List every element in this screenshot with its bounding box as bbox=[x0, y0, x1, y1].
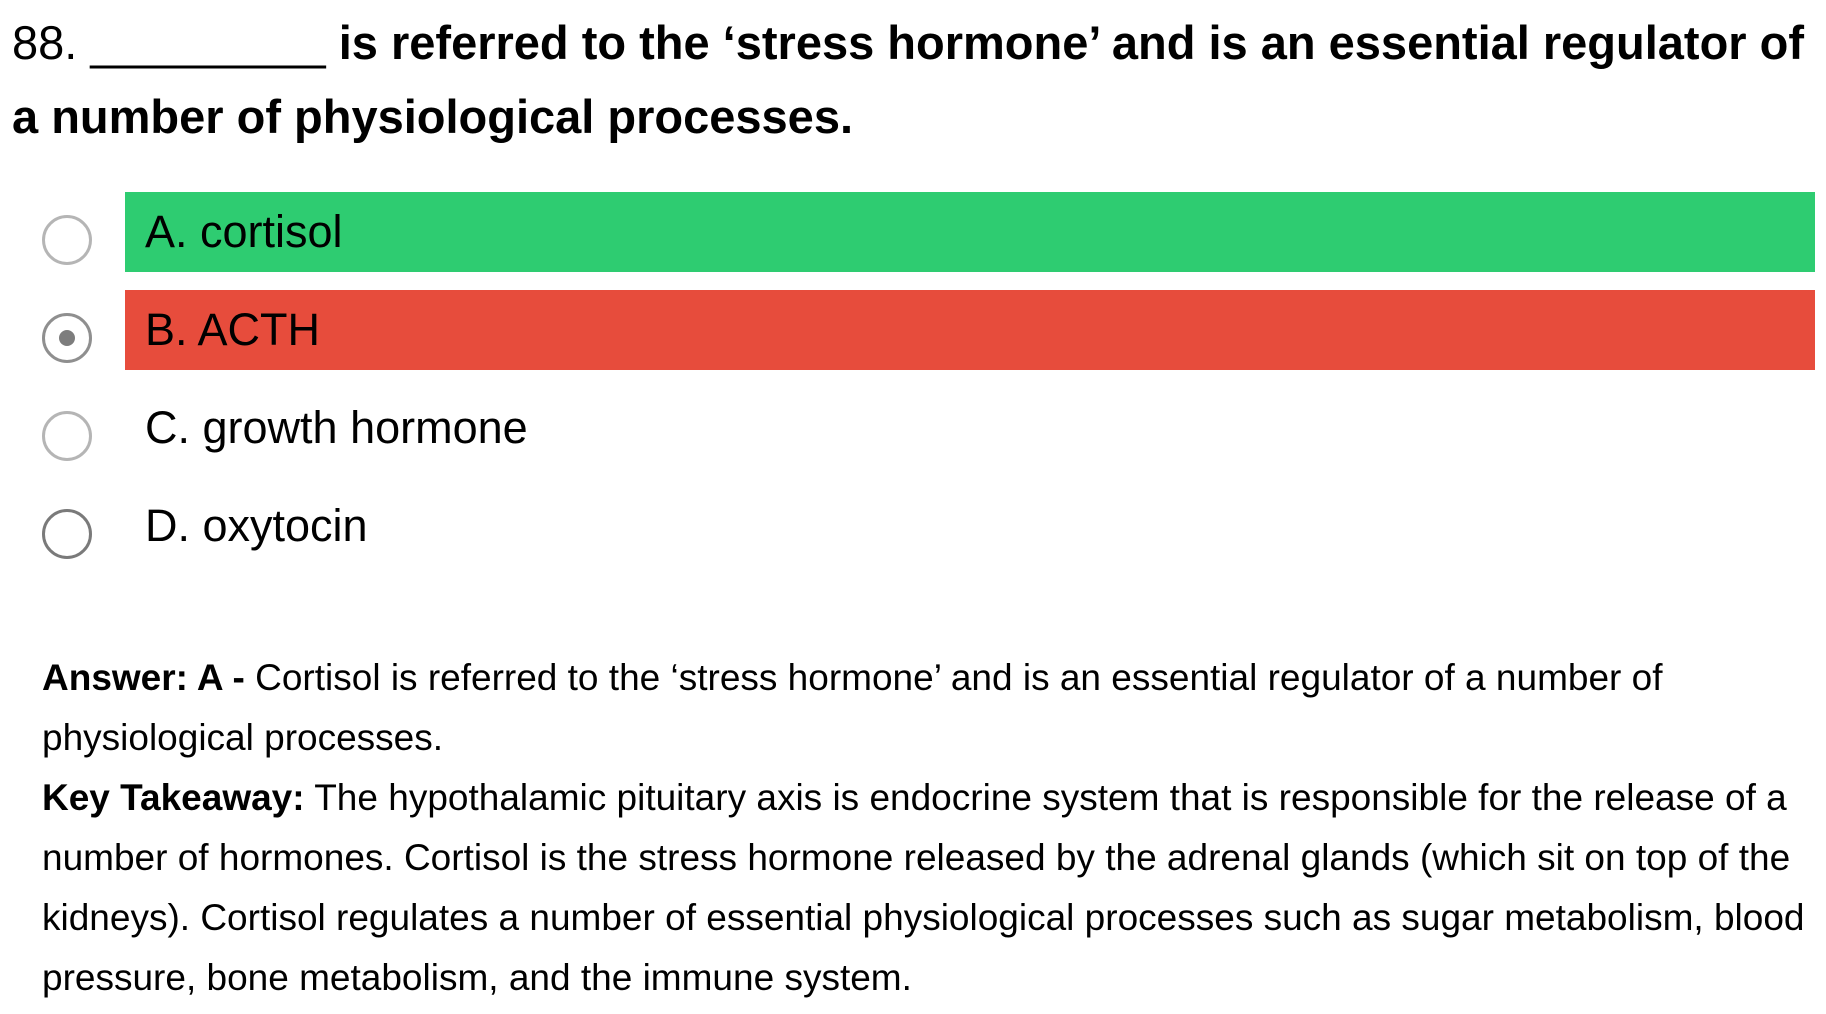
option-b-label[interactable]: B. ACTH bbox=[125, 290, 1815, 370]
question bbox=[12, 6, 1812, 154]
question-number: 88. bbox=[12, 16, 78, 69]
answer-paragraph bbox=[42, 648, 1822, 768]
explanation bbox=[42, 648, 1822, 1008]
answer-options bbox=[0, 192, 1826, 584]
takeaway-label: Key Takeaway: bbox=[42, 777, 305, 818]
radio-option-a[interactable] bbox=[42, 215, 92, 265]
option-a[interactable] bbox=[0, 192, 1826, 290]
option-d-label[interactable]: D. oxytocin bbox=[145, 500, 368, 551]
question-text: is referred to the ‘stress hormone’ and is an essential regulator of a number of physiological processes. bbox=[12, 16, 1804, 143]
radio-option-b[interactable] bbox=[42, 313, 92, 363]
option-c[interactable] bbox=[0, 388, 1826, 486]
option-a-label[interactable]: A. cortisol bbox=[125, 192, 1815, 272]
option-c-label[interactable]: C. growth hormone bbox=[145, 402, 528, 453]
answer-label: Answer: A - bbox=[42, 657, 245, 698]
takeaway-paragraph bbox=[42, 768, 1822, 1008]
takeaway-text: The hypothalamic pituitary axis is endocrine system that is responsible for the release of a number of hormones. Cortisol is the stress hormone released by the adrenal glands (which sit on top of the kidneys). Cortisol regulates a number of essential physiological processes such as sugar metabolism, blood pressure, bone metabolism, and the immune system. bbox=[42, 777, 1805, 998]
radio-option-d[interactable] bbox=[42, 509, 92, 559]
radio-selected-dot bbox=[59, 330, 75, 346]
answer-text: Cortisol is referred to the ‘stress hormone’ and is an essential regulator of a number of physiological processes. bbox=[42, 657, 1663, 758]
option-b[interactable] bbox=[0, 290, 1826, 388]
option-d[interactable] bbox=[0, 486, 1826, 584]
radio-option-c[interactable] bbox=[42, 411, 92, 461]
question-blank: _________ bbox=[90, 16, 326, 69]
